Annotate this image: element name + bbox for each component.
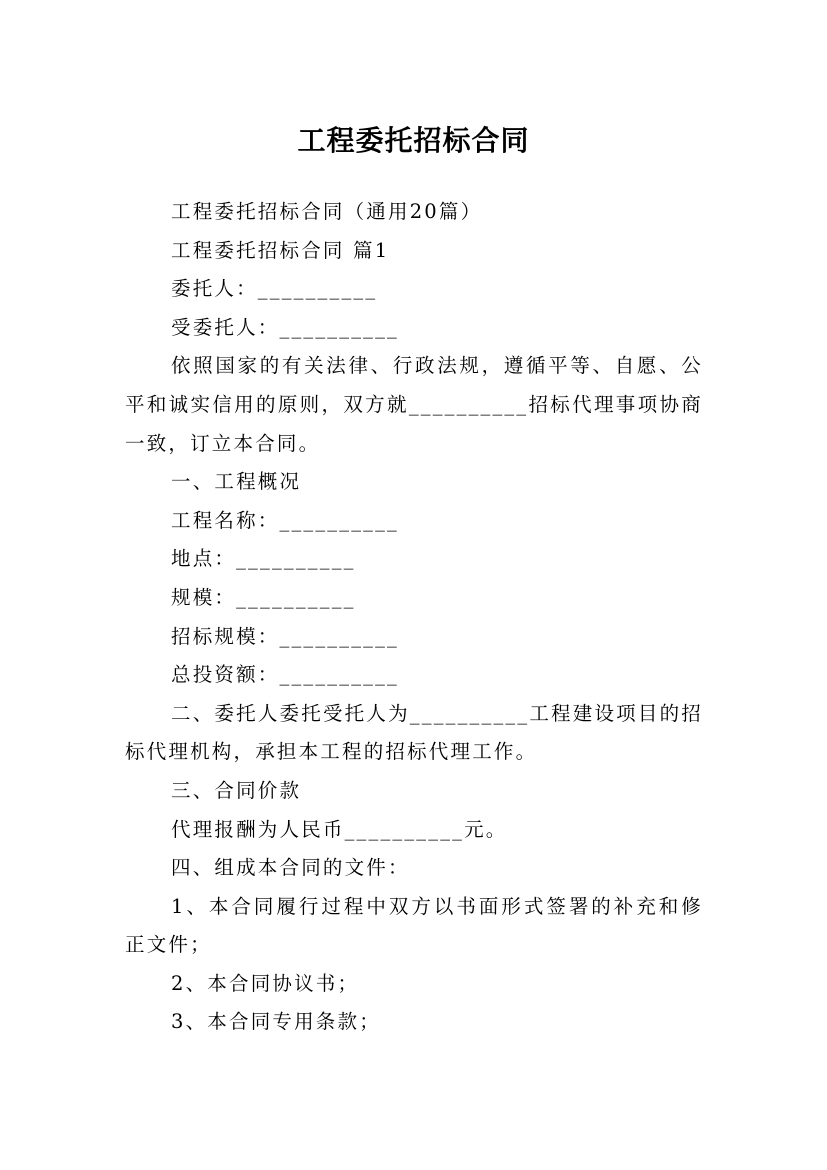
list-item-special-terms: 3、本合同专用条款； <box>171 1010 381 1034</box>
document-body <box>125 193 703 1042</box>
list-item-supplements: 1、本合同履行过程中双方以书面形式签署的补充和修正文件； <box>125 894 703 957</box>
field-scale: 规模：__________ <box>171 585 356 609</box>
field-tender-scale: 招标规模：__________ <box>171 624 400 648</box>
list-item-agreement: 2、本合同协议书； <box>171 971 360 995</box>
paragraph-preamble: 依照国家的有关法律、行政法规，遵循平等、自愿、公平和诚实信用的原则，双方就__________招标代理事项协商一致，订立本合同。 <box>125 354 703 455</box>
section-two-commission: 二、委托人委托受托人为__________工程建设项目的招标代理机构，承担本工程的招标代理工作。 <box>125 701 703 764</box>
field-project-name: 工程名称：__________ <box>171 508 400 532</box>
section-heading-documents: 四、组成本合同的文件： <box>171 856 410 880</box>
field-location: 地点：__________ <box>171 547 356 571</box>
paragraph-principal: 委托人：__________ <box>171 277 378 301</box>
document-title: 工程委托招标合同 <box>297 123 530 157</box>
section-heading-price: 三、合同价款 <box>171 778 302 802</box>
section-heading-overview: 一、工程概况 <box>171 470 302 494</box>
field-total-investment: 总投资额：__________ <box>171 663 400 687</box>
paragraph-agent: 受委托人：__________ <box>171 315 400 339</box>
paragraph-heading-series: 工程委托招标合同（通用20篇） <box>171 200 483 223</box>
paragraph-article-label: 工程委托招标合同 篇1 <box>171 238 390 262</box>
field-agency-fee: 代理报酬为人民币__________元。 <box>171 817 508 841</box>
